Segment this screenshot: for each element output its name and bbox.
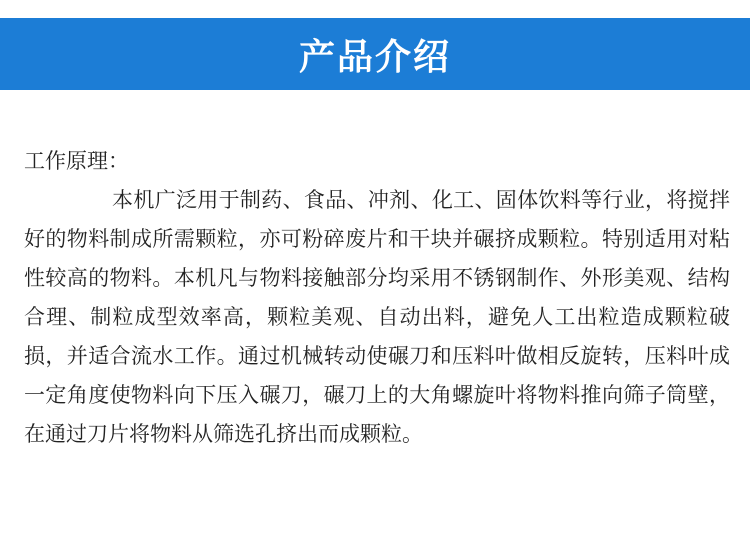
banner-title: 产品介绍 — [298, 36, 451, 78]
section-heading: 工作原理： — [24, 149, 129, 173]
product-description — [24, 142, 730, 454]
description-paragraph: 本机广泛用于制药、食品、冲剂、化工、固体饮料等行业，将搅拌好的物料制成所需颗粒，亦可粉碎废片和干块并碾挤成颗粒。特别适用对粘性较高的物料。本机凡与物料接触部分均采用不锈钢制作、外形美观、结构合理、制粒成型效率高，颗粒美观、自动出料，避免人工出粒造成颗粒破损，并适合流水工作。通过机械转动使碾刀和压料叶做相反旋转，压料叶成一定角度使物料向下压入碾刀，碾刀上的大角螺旋叶将物料推向筛子筒壁，在通过刀片将物料从筛选孔挤出而成颗粒。 — [24, 188, 730, 446]
title-banner — [0, 18, 750, 90]
